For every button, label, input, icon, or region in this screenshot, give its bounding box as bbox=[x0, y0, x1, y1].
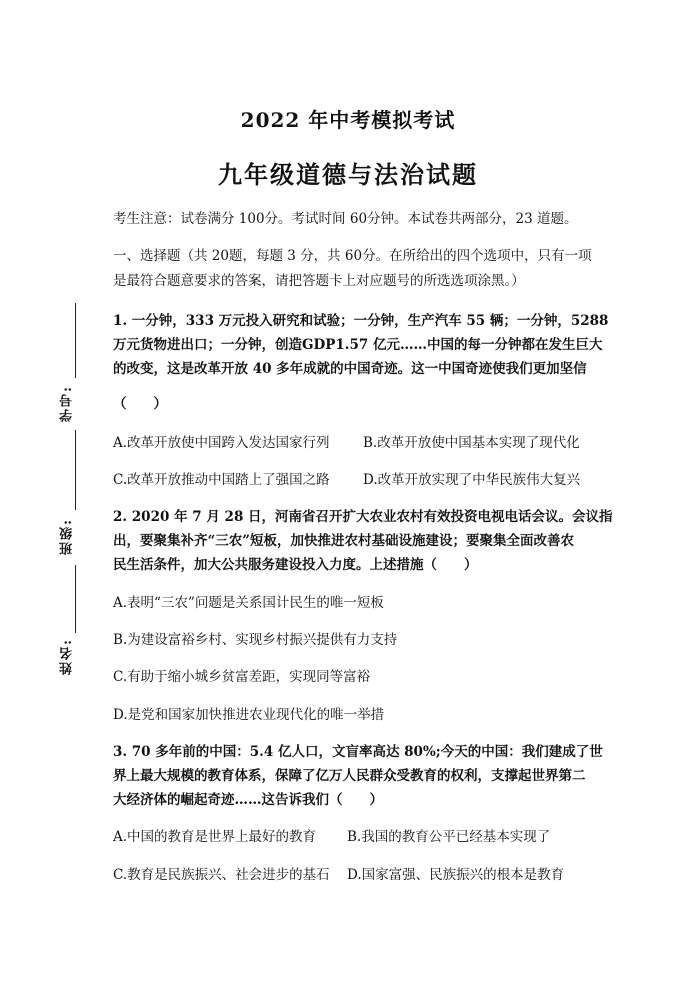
question-1-stem-line: 万元货物进出口；一分钟，创造GDP1.57 亿元……中国的每一分钟都在发生巨大 bbox=[113, 337, 603, 353]
question-1-option-d: D.改革开放实现了中华民族伟大复兴 bbox=[363, 472, 581, 488]
question-1-stem-line: 的改变，这是改革开放 40 多年成就的中国奇迹。这一中国奇迹使我们更加坚信 bbox=[113, 361, 587, 377]
name-label: 姓名: bbox=[60, 638, 75, 675]
question-2-option-c: C.有助于缩小城乡贫富差距，实现同等富裕 bbox=[113, 669, 371, 685]
student-id-label: 学号: bbox=[60, 385, 75, 422]
exam-subject-title: 九年级道德与法治试题 bbox=[218, 160, 478, 189]
question-1-option-c: C.改革开放推动中国踏上了强国之路 bbox=[113, 472, 330, 488]
question-1-option-a: A.改革开放使中国跨入发达国家行列 bbox=[113, 435, 330, 451]
question-1-option-b: B.改革开放使中国基本实现了现代化 bbox=[363, 435, 580, 451]
margin-rule bbox=[75, 430, 76, 510]
question-2-stem-line: 民生活条件，加大公共服务建设投入力度。上述措施（ ） bbox=[113, 557, 478, 573]
question-3-stem-line: 界上最大规模的教育体系，保障了亿万人民群众受教育的权利，支撑起世界第二 bbox=[113, 768, 586, 784]
section-instructions-line-2: 是最符合题意要求的答案，请把答题卡上对应题号的所选选项涂黑。） bbox=[113, 273, 525, 289]
margin-rule bbox=[75, 565, 76, 633]
question-1-answer-blank: （ ） bbox=[113, 396, 167, 412]
question-2-option-d: D.是党和国家加快推进农业现代化的唯一举措 bbox=[113, 707, 385, 723]
exam-title: 2022 年中考模拟考试 bbox=[240, 108, 456, 132]
exam-notice: 考生注意：试卷满分 100分。考试时间 60分钟。本试卷共两部分，23 道题。 bbox=[113, 211, 578, 227]
question-3-stem-line: 3. 70 多年前的中国：5.4 亿人口，文盲率高达 80%;今天的中国：我们建成了世 bbox=[113, 744, 603, 760]
question-2-stem-line: 出，要聚集补齐“三农”短板，加快推进农村基础设施建设；要聚集全面改善农 bbox=[113, 533, 575, 549]
question-3-option-c: C.教育是民族振兴、社会进步的基石 bbox=[113, 867, 330, 883]
question-2-option-b: B.为建设富裕乡村、实现乡村振兴提供有力支持 bbox=[113, 632, 398, 648]
question-3-option-d: D.国家富强、民族振兴的根本是教育 bbox=[347, 867, 565, 883]
section-instructions-line-1: 一、选择题（共 20题，每题 3 分，共 60分。在所给出的四个选项中，只有一项 bbox=[113, 248, 592, 264]
question-3-stem-line: 大经济体的崛起奇迹……这告诉我们（ ） bbox=[113, 792, 383, 808]
margin-rule bbox=[75, 303, 76, 378]
class-label: 班级: bbox=[60, 518, 75, 555]
question-2-stem-line: 2. 2020 年 7 月 28 日，河南省召开扩大农业农村有效投资电视电话会议。会议指 bbox=[113, 509, 613, 525]
question-2-option-a: A.表明“三农”问题是关系国计民生的唯一短板 bbox=[113, 595, 384, 611]
question-3-option-a: A.中国的教育是世界上最好的教育 bbox=[113, 829, 317, 845]
question-3-option-b: B.我国的教育公平已经基本实现了 bbox=[347, 829, 551, 845]
question-1-stem-line: 1. 一分钟，333 万元投入研究和试验；一分钟，生产汽车 55 辆；一分钟，5288 bbox=[113, 313, 609, 329]
